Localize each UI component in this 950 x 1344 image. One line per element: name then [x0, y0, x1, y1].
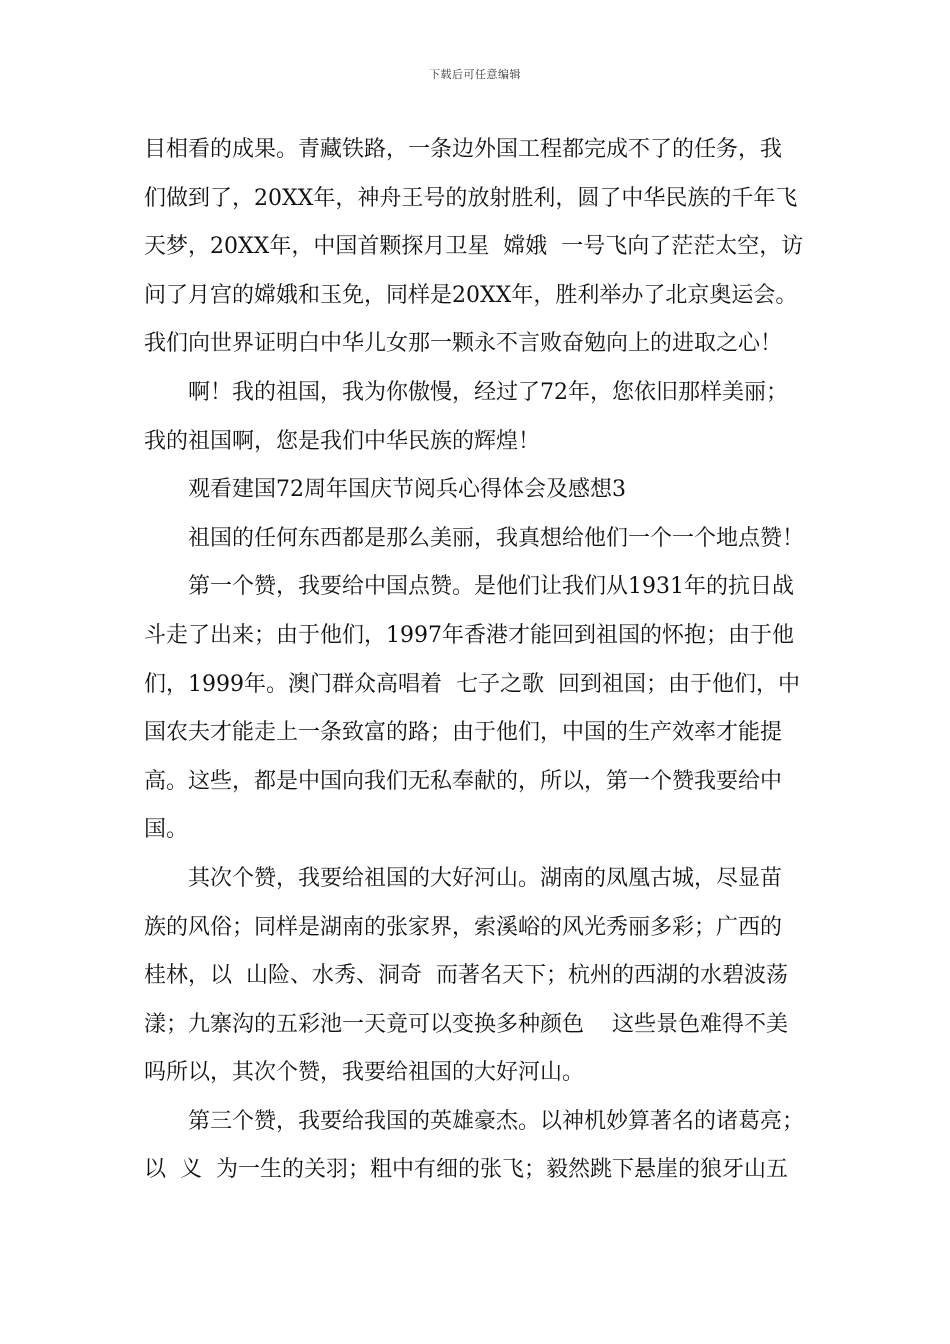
page-header: 下载后可任意编辑	[429, 68, 521, 81]
document-body	[144, 132, 824, 1201]
text-line: 国农夫才能走上一条致富的路；由于他们，中国的生产效率才能提	[144, 720, 783, 746]
paragraph-start-line: 其次个赞，我要给祖国的大好河山。湖南的凤凰古城，尽显苗	[188, 865, 783, 891]
text-line: 我的祖国啊，您是我们中华民族的辉煌！	[144, 428, 541, 454]
text-line: 漾；九寨沟的五彩池一天竟可以变换多种颜色 这些景色难得不美	[144, 1011, 788, 1037]
text-line: 吗所以，其次个赞，我要给祖国的大好河山。	[144, 1060, 585, 1086]
text-line: 目相看的成果。青藏铁路，一条边外国工程都完成不了的任务，我	[144, 137, 783, 162]
text-line: 高。这些，都是中国向我们无私奉献的，所以，第一个赞我要给中	[144, 768, 783, 794]
text-line: 天梦，20XX年，中国首颗探月卫星 嫦娥 一号飞向了茫茫太空，访	[144, 234, 804, 260]
paragraph-start-line: 第一个赞，我要给中国点赞。是他们让我们从1931年的抗日战	[188, 574, 794, 600]
text-line: 问了月宫的嫦娥和玉免，同样是20XX年，胜利举办了北京奥运会。	[144, 282, 798, 308]
paragraph-start-line: 祖国的任何东西都是那么美丽，我真想给他们一个一个地点赞！	[188, 525, 805, 551]
text-line: 们，1999年。澳门群众高唱着 七子之歌 回到祖国；由于他们，中	[144, 671, 800, 697]
text-line: 我们向世界证明白中华儿女那一颗永不言败奋勉向上的进取之心！	[144, 331, 783, 357]
paragraph-start-line: 啊！我的祖国，我为你傲慢，经过了72年，您依旧那样美丽；	[188, 379, 788, 405]
text-line: 族的风俗；同样是湖南的张家界，索溪峪的风光秀丽多彩；广西的	[144, 914, 783, 940]
text-line: 们做到了，20XX年，神舟王号的放射胜利，圆了中华民族的千年飞	[144, 185, 798, 211]
text-line: 国。	[144, 817, 189, 843]
section-heading: 观看建国72周年国庆节阅兵心得体会及感想3	[188, 477, 626, 503]
text-line: 桂林，以 山险、水秀、洞奇 而著名天下；杭州的西湖的水碧波荡	[144, 963, 788, 989]
text-line: 斗走了出来；由于他们，1997年香港才能回到祖国的怀抱；由于他	[144, 622, 794, 648]
paragraph-start-line: 第三个赞，我要给我国的英雄豪杰。以神机妙算著名的诸葛亮；	[188, 1108, 805, 1134]
text-line: 以 义 为一生的关羽；粗中有细的张飞；毅然跳下悬崖的狼牙山五	[144, 1157, 788, 1183]
